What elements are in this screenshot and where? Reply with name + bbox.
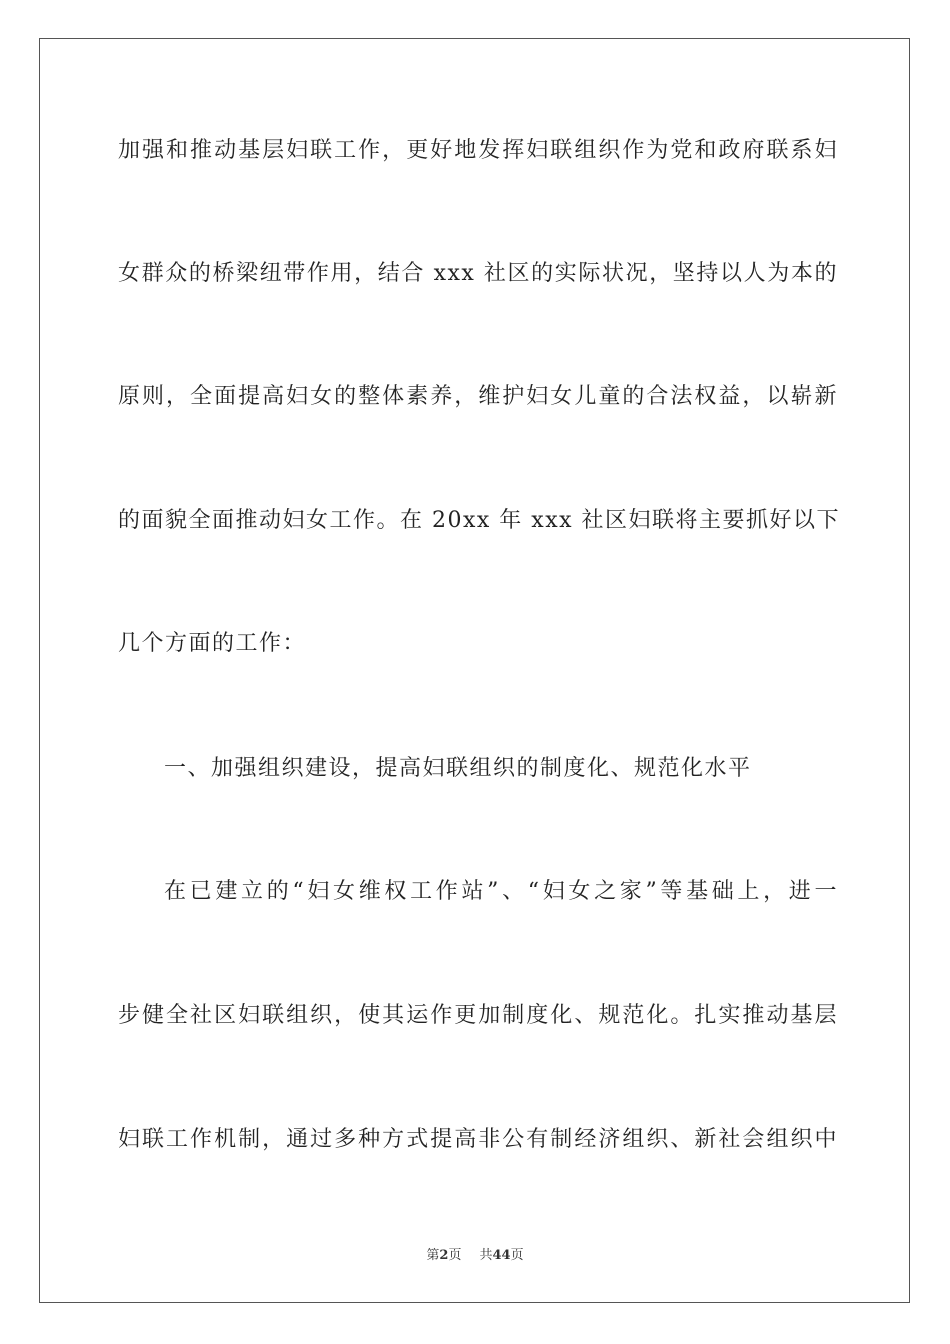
body-text-line: 原则，全面提高妇女的整体素养，维护妇女儿童的合法权益，以崭新 (118, 384, 838, 409)
page-footer (0, 1247, 950, 1265)
footer-total-pages: 44 (492, 1248, 511, 1263)
body-text-line: 的面貌全面推动妇女工作。在 20xx 年 xxx 社区妇联将主要抓好以下 (118, 508, 841, 533)
footer-page-prefix: 第 (426, 1248, 440, 1263)
footer-total-prefix: 共 (479, 1248, 493, 1263)
body-text-line: 几个方面的工作： (118, 631, 307, 656)
page-border (39, 38, 910, 1303)
footer-page-number: 2 (439, 1248, 449, 1263)
body-text-line: 步健全社区妇联组织，使其运作更加制度化、规范化。扎实推动基层 (118, 1003, 838, 1028)
section-heading: 一、加强组织建设，提高妇联组织的制度化、规范化水平 (164, 756, 752, 781)
body-text-line: 女群众的桥梁纽带作用，结合 xxx 社区的实际状况，坚持以人为本的 (118, 261, 838, 286)
body-text-line: 在已建立的“妇女维权工作站”、“妇女之家”等基础上，进一 (164, 879, 838, 904)
body-text-line: 加强和推动基层妇联工作，更好地发挥妇联组织作为党和政府联系妇 (118, 138, 838, 163)
footer-total-suffix: 页 (510, 1248, 524, 1263)
footer-page-suffix: 页 (448, 1248, 462, 1263)
body-text-line: 妇联工作机制，通过多种方式提高非公有制经济组织、新社会组织中 (118, 1127, 838, 1152)
